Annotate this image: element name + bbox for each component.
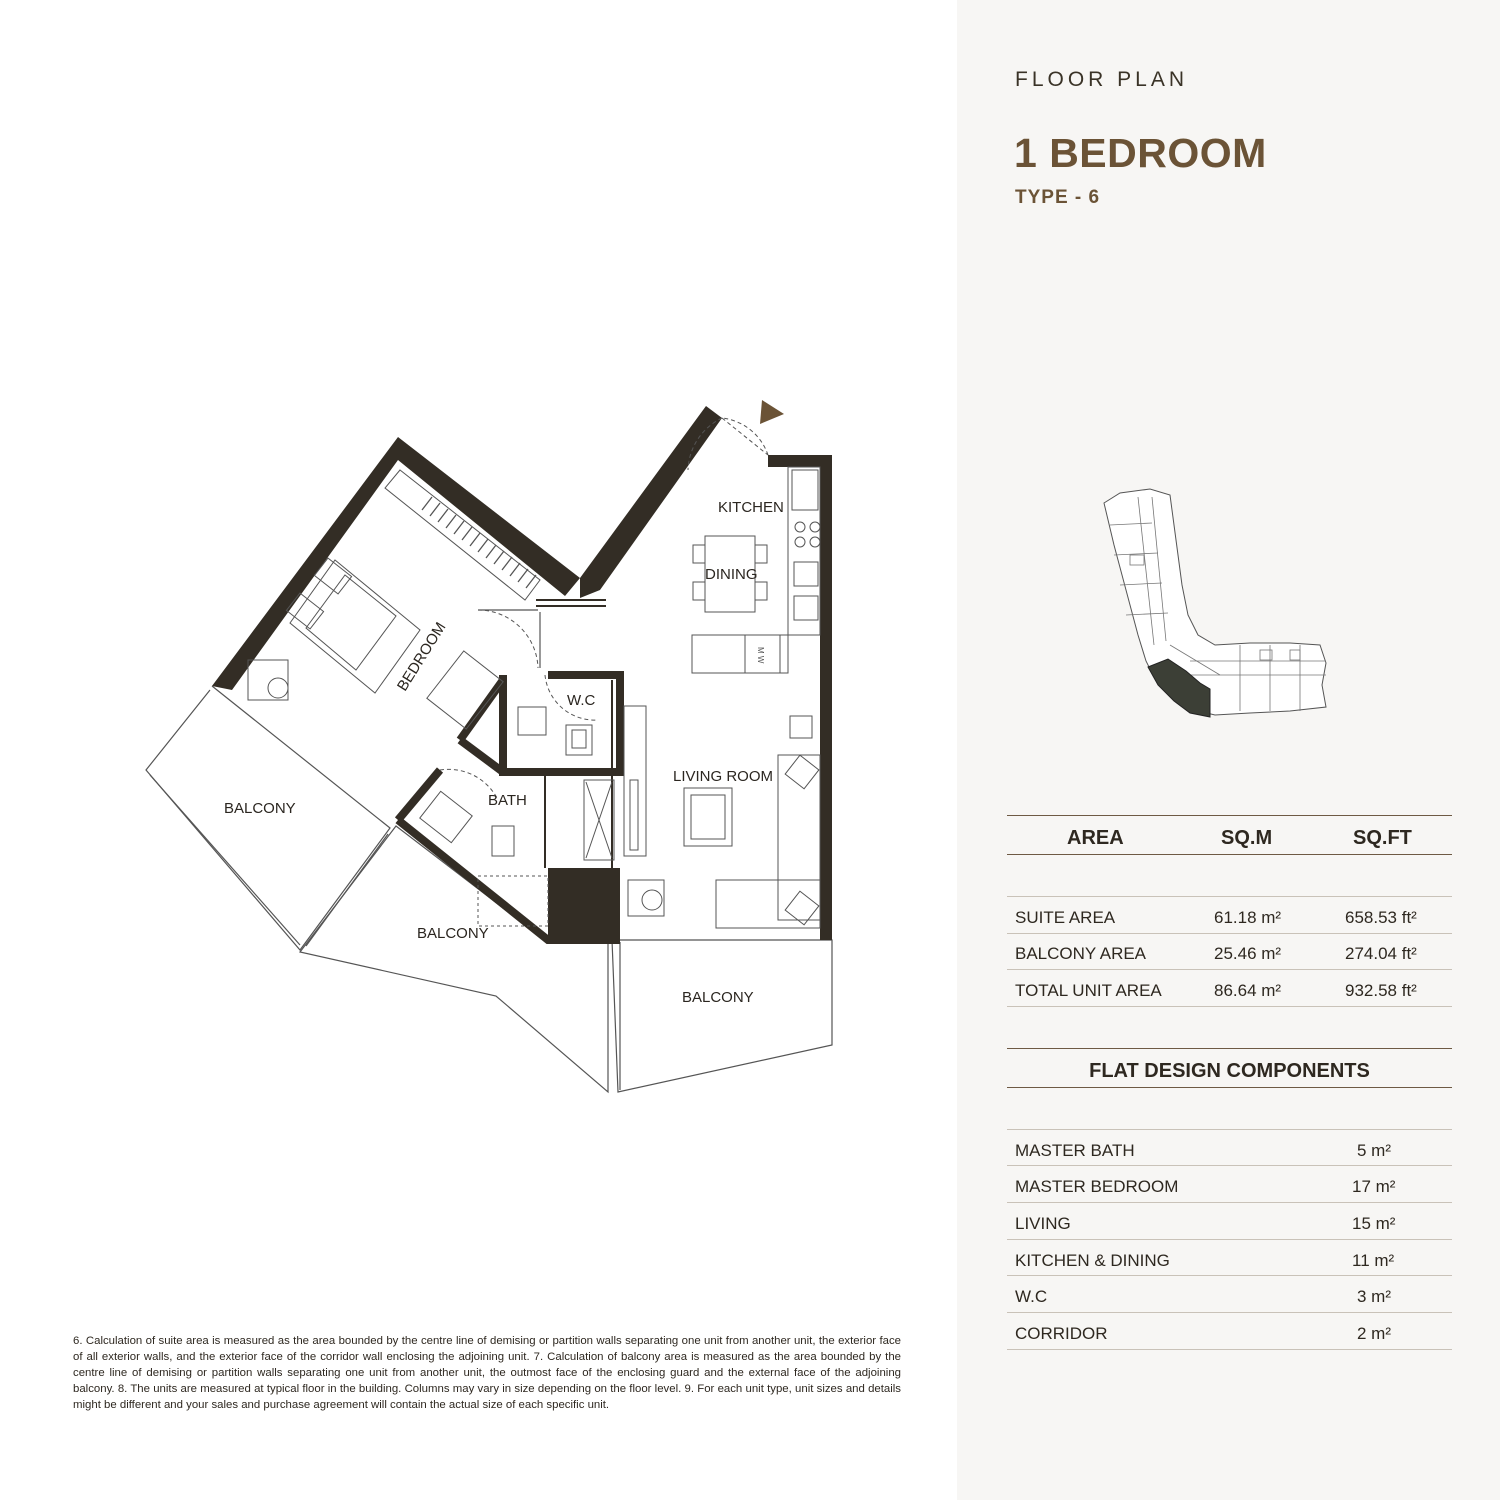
balcony-label: BALCONY bbox=[417, 925, 489, 942]
component-value: 17 m² bbox=[1352, 1177, 1396, 1196]
balcony-label: BALCONY bbox=[224, 800, 296, 817]
component-label: KITCHEN & DINING bbox=[1015, 1251, 1170, 1270]
balcony-area-sqm: 25.46 m² bbox=[1214, 944, 1282, 963]
component-label: LIVING bbox=[1015, 1214, 1071, 1233]
wc-wall bbox=[503, 675, 620, 772]
component-label: MASTER BEDROOM bbox=[1015, 1177, 1179, 1196]
balcony-label: BALCONY bbox=[682, 989, 754, 1006]
eyebrow-label: FLOOR PLAN bbox=[1015, 68, 1189, 91]
balcony-outline bbox=[146, 686, 390, 950]
sqft-header: SQ.FT bbox=[1353, 827, 1412, 849]
component-label: W.C bbox=[1015, 1287, 1048, 1306]
total-area-sqm: 86.64 m² bbox=[1214, 981, 1282, 1000]
living-room-label: LIVING ROOM bbox=[673, 768, 774, 785]
suite-area-sqft: 658.53 ft² bbox=[1345, 908, 1417, 927]
sqm-header: SQ.M bbox=[1221, 827, 1273, 849]
component-value: 5 m² bbox=[1357, 1141, 1391, 1160]
dining-label: DINING bbox=[705, 566, 758, 583]
components-title: FLAT DESIGN COMPONENTS bbox=[1089, 1060, 1370, 1082]
microwave-label: M W bbox=[756, 647, 765, 664]
unit-type: TYPE - 6 bbox=[1015, 187, 1101, 208]
bath-label: BATH bbox=[488, 792, 527, 809]
floor-plan bbox=[140, 395, 840, 1100]
component-value: 2 m² bbox=[1357, 1324, 1391, 1343]
component-label: MASTER BATH bbox=[1015, 1141, 1135, 1160]
component-value: 3 m² bbox=[1357, 1287, 1391, 1306]
column bbox=[548, 868, 620, 940]
unit-title: 1 BEDROOM bbox=[1014, 130, 1267, 176]
component-label: CORRIDOR bbox=[1015, 1324, 1108, 1343]
kitchen-label: KITCHEN bbox=[718, 499, 784, 516]
suite-area-label: SUITE AREA bbox=[1015, 908, 1116, 927]
suite-area-sqm: 61.18 m² bbox=[1214, 908, 1282, 927]
entry-wall bbox=[580, 406, 722, 598]
balcony-area-label: BALCONY AREA bbox=[1015, 944, 1147, 963]
total-area-label: TOTAL UNIT AREA bbox=[1015, 981, 1162, 1000]
building-key-plan bbox=[1090, 485, 1340, 725]
components-table bbox=[1007, 1048, 1452, 1353]
balcony-area-sqft: 274.04 ft² bbox=[1345, 944, 1417, 963]
component-value: 11 m² bbox=[1352, 1251, 1395, 1270]
component-value: 15 m² bbox=[1352, 1214, 1396, 1233]
bedroom-label: BEDROOM bbox=[393, 619, 450, 695]
total-area-sqft: 932.58 ft² bbox=[1345, 981, 1417, 1000]
area-header: AREA bbox=[1067, 827, 1124, 849]
area-table bbox=[1007, 815, 1452, 1010]
footnote: 6. Calculation of suite area is measured as the area bounded by the centre line of demising or partition walls separating one unit from another unit, the exterior face of all exterior walls, and the exterior face of the corridor wall enclosing the adjoining unit. 7. Calculation of balcony area is measured as the area bounded by the centre line of demising or partition walls separating one unit from another unit, the outmost face of the enclosing guard and the external face of the adjoining balcony. 8. The units are measured at typical floor in the building. Columns may vary in size depending on the floor level. 9. For each unit type, unit sizes and details might be different and your sales and purchase agreement will contain the actual size of each specific unit. bbox=[73, 1335, 901, 1412]
balcony-outline bbox=[612, 940, 832, 1092]
entry-arrow-icon bbox=[760, 400, 784, 424]
wc-label: W.C bbox=[567, 692, 596, 709]
